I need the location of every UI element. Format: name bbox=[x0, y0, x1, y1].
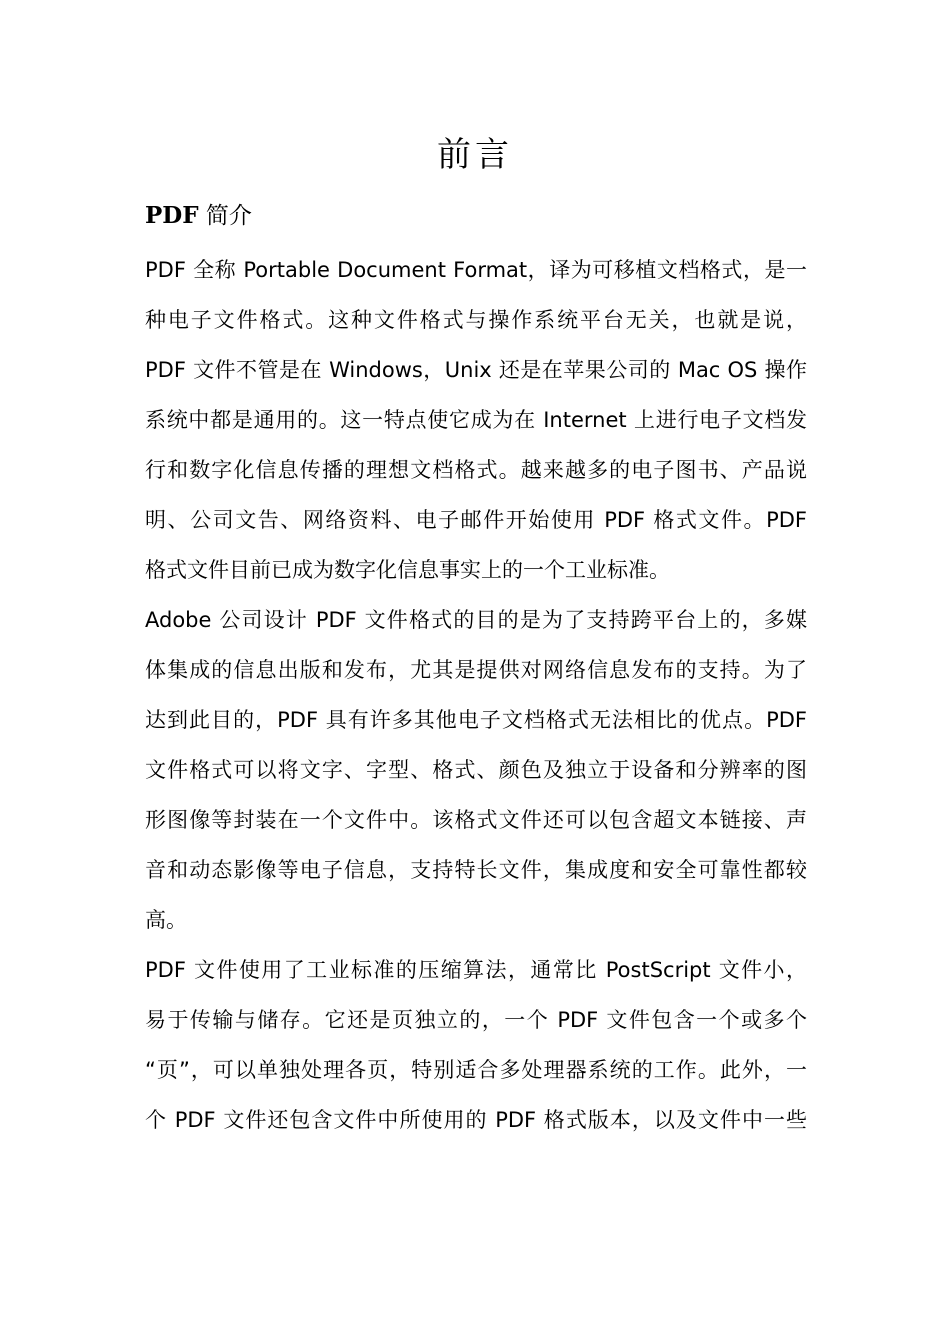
section-heading bbox=[145, 196, 252, 236]
section-heading-cjk: 简介 bbox=[198, 203, 252, 229]
text-line: “页”，可以单独处理各页，特别适合多处理器系统的工作。此外，一 bbox=[145, 1058, 807, 1082]
text-line: PDF 全称 Portable Document Format，译为可移植文档格式，是一 bbox=[145, 258, 807, 282]
text-line: 系统中都是通用的。这一特点使它成为在 Internet 上进行电子文档发 bbox=[145, 408, 807, 432]
text-line: 行和数字化信息传播的理想文档格式。越来越多的电子图书、产品说 bbox=[145, 458, 807, 482]
text-line: 音和动态影像等电子信息，支持特长文件，集成度和安全可靠性都较 bbox=[145, 858, 807, 882]
text-line: 个 PDF 文件还包含文件中所使用的 PDF 格式版本，以及文件中一些 bbox=[145, 1108, 807, 1132]
text-line: PDF 文件使用了工业标准的压缩算法，通常比 PostScript 文件小， bbox=[145, 958, 807, 982]
text-line: PDF 文件不管是在 Windows，Unix 还是在苹果公司的 Mac OS 操作 bbox=[145, 358, 807, 382]
text-line: 形图像等封装在一个文件中。该格式文件还可以包含超文本链接、声 bbox=[145, 808, 807, 832]
text-line: 种电子文件格式。这种文件格式与操作系统平台无关，也就是说， bbox=[145, 308, 807, 332]
text-line: 体集成的信息出版和发布，尤其是提供对网络信息发布的支持。为了 bbox=[145, 658, 807, 682]
text-line: 达到此目的，PDF 具有许多其他电子文档格式无法相比的优点。PDF bbox=[145, 708, 807, 732]
text-line: 易于传输与储存。它还是页独立的，一个 PDF 文件包含一个或多个 bbox=[145, 1008, 807, 1032]
text-line: 文件格式可以将文字、字型、格式、颜色及独立于设备和分辨率的图 bbox=[145, 758, 807, 782]
page-title: 前言 bbox=[437, 135, 513, 175]
section-heading-latin: PDF bbox=[145, 202, 199, 229]
text-line: 高。 bbox=[145, 908, 187, 932]
text-line: 明、公司文告、网络资料、电子邮件开始使用 PDF 格式文件。PDF bbox=[145, 508, 807, 532]
body-text bbox=[145, 245, 807, 1145]
text-line: Adobe 公司设计 PDF 文件格式的目的是为了支持跨平台上的，多媒 bbox=[145, 608, 807, 632]
text-line: 格式文件目前已成为数字化信息事实上的一个工业标准。 bbox=[145, 558, 670, 582]
